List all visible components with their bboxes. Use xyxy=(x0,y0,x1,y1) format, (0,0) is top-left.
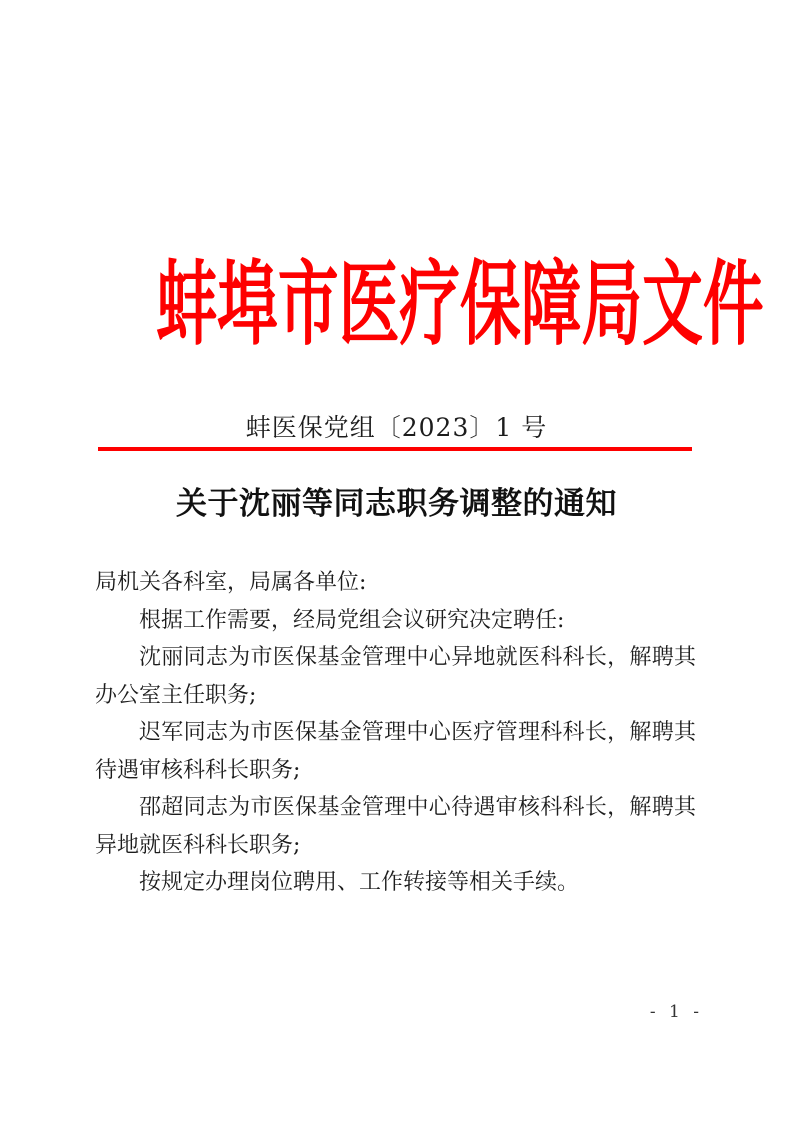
document-reference-number: 蚌医保党组〔2023〕1 号 xyxy=(245,413,548,442)
body-salutation: 局机关各科室，局属各单位: xyxy=(95,570,367,595)
body-paragraph: 按规定办理岗位聘用、工作转接等相关手续。 xyxy=(139,870,580,895)
letterhead-org-title-text: 蚌埠市医疗保障局文件 xyxy=(156,250,764,358)
body-paragraph: 邵超同志为市医保基金管理中心待遇审核科科长，解聘其异地就医科科长职务; xyxy=(95,795,696,858)
document-title: 关于沈丽等同志职务调整的通知 xyxy=(176,486,617,522)
letterhead-org-title xyxy=(0,252,793,358)
body-paragraph: 沈丽同志为市医保基金管理中心异地就医科科长，解聘其办公室主任职务; xyxy=(95,645,696,708)
document-body xyxy=(95,564,696,902)
body-paragraph: 根据工作需要，经局党组会议研究决定聘任: xyxy=(139,607,565,633)
body-paragraph: 迟军同志为市医保基金管理中心医疗管理科科长，解聘其待遇审核科科长职务; xyxy=(95,720,696,783)
red-separator-line xyxy=(98,447,692,451)
page-number: - 1 - xyxy=(649,1002,703,1022)
